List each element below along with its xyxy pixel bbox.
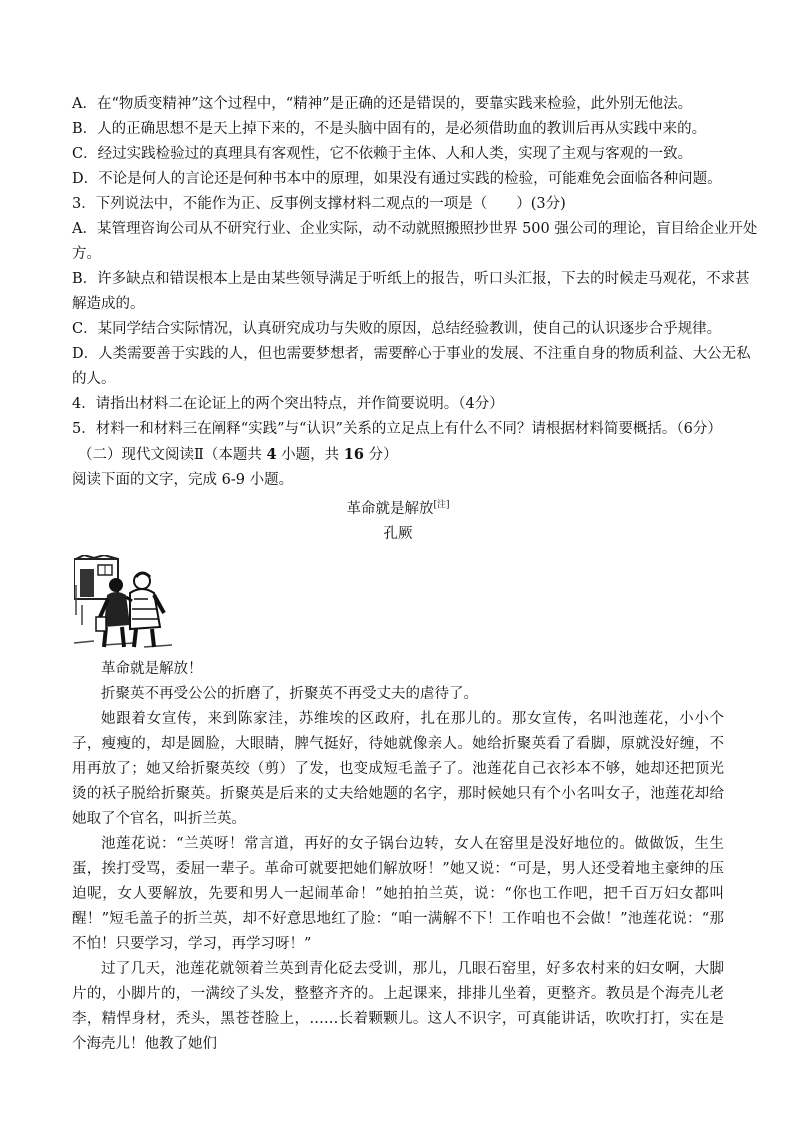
question-4: 4．请指出材料二在论证上的两个突出特点，并作简要说明。（4分） (72, 396, 504, 412)
question-5: 5．材料一和材料三在阐释“实践”与“认识”关系的立足点上有什么不同？请根据材料简要概括。（6分） (72, 421, 722, 437)
section-2-heading-pre: （二）现代文阅读Ⅱ（本题共 (78, 447, 267, 463)
question-3-option-a-line2: 方。 (72, 246, 101, 262)
question-3-option-b-line1: B．许多缺点和错误根本上是由某些领导满足于听纸上的报告，听口头汇报，下去的时候走马观花，不求甚 (72, 271, 750, 287)
article-title (72, 493, 724, 522)
article-title-note: [注] (433, 500, 450, 510)
article-paragraph-5: 过了几天，池莲花就领着兰英到青化砭去受训，那儿，几眼石窑里，好多农村来的妇女啊，大脚片的，小脚片的，一满绞了头发，整整齐齐的。上起课来，排排儿坐着，更整齐。教员是个海壳儿老李，精悍身材，秃头，黑苍苍脸上，……长着颗颗儿。这人不识字，可真能讲话，吹吹打打，实在是个海壳儿！他教了她们 (72, 960, 724, 1052)
section-2-question-count: 4 (266, 446, 277, 463)
question-3-option-a-line1: A．某管理咨询公司从不研究行业、企业实际，动不动就照搬照抄世界 500 强公司的理论，盲目给企业开处 (72, 221, 758, 237)
option-a-prev: A．在“物质变精神”这个过程中，“精神”是正确的还是错误的，要靠实践来检验，此外别无他法。 (72, 96, 693, 112)
question-3-option-d-line1: D．人类需要善于实践的人，但也需要梦想者，需要醉心于事业的发展、不注重自身的物质利益、大公无私 (72, 346, 751, 362)
question-3-option-d-line2: 的人。 (72, 371, 116, 387)
question-3-option-c: C．某同学结合实际情况，认真研究成功与失败的原因，总结经验教训，使自己的认识逐步合乎规律。 (72, 321, 722, 337)
section-2-heading (78, 442, 724, 468)
article-paragraph-4: 池莲花说：“兰英呀！常言道，再好的女子锅台边转，女人在窑里是没好地位的。做做饭，生生蛋，挨打受骂，委屈一辈子。革命可就要把她们解放呀！”她又说：“可是，男人还受着地主豪绅的压迫呢，女人要解放，先要和男人一起闹革命！”她拍拍兰英，说：“你也工作吧，把千百万妇女都叫醒！”短毛盖子的折兰英，却不好意思地红了脸：“咱一满解不下！工作咱也不会做！”池莲花说：“那不怕！只要学习，学习，再学习呀！” (72, 835, 724, 952)
article-paragraph-3: 她跟着女宣传，来到陈家洼，苏维埃的区政府，扎在那儿的。那女宣传，名叫池莲花，小小个子，瘦瘦的，却是圆脸，大眼睛，脾气挺好，待她就像亲人。她给折聚英看了看脚，原就没好缠，不用再放了；她又给折聚英绞（剪）了发，也变成短毛盖子了。池莲花自己衣衫本不够，她却还把顶光烫的袄子脱给折聚英。折聚英是后来的丈夫给她题的名字，那时候她只有个小名叫女子，池莲花却给她取了个官名，叫折兰英。 (72, 710, 724, 827)
article-paragraph-1: 革命就是解放！ (101, 660, 203, 677)
woodcut-illustration-icon (74, 555, 174, 651)
option-c-prev: C．经过实践检验过的真理具有客观性，它不依赖于主体、人和人类，实现了主观与客观的一致。 (72, 146, 693, 162)
article-paragraph-2: 折聚英不再受公公的折磨了，折聚英不再受丈夫的虐待了。 (101, 685, 478, 702)
article-title-text: 革命就是解放 (346, 500, 434, 517)
option-d-prev: D．不论是何人的言论还是何种书本中的原理，如果没有通过实践的检验，可能难免会面临各种问题。 (72, 171, 722, 187)
section-2-heading-post: 分） (363, 447, 398, 463)
section-2-instruction: 阅读下面的文字，完成 6-9 小题。 (72, 472, 294, 488)
article-author: 孔厥 (383, 525, 413, 542)
question-3-stem: 3．下列说法中，不能作为正、反事例支撑材料二观点的一项是（ ）(3分) (72, 196, 566, 212)
option-b-prev: B．人的正确思想不是天上掉下来的，不是头脑中固有的，是必须借助血的教训后再从实践中来的。 (72, 121, 707, 137)
document-body (72, 92, 758, 1057)
section-2-score: 16 (343, 446, 364, 463)
question-3-option-b-line2: 解造成的。 (72, 296, 145, 312)
section-2-heading-mid: 小题，共 (276, 447, 344, 463)
